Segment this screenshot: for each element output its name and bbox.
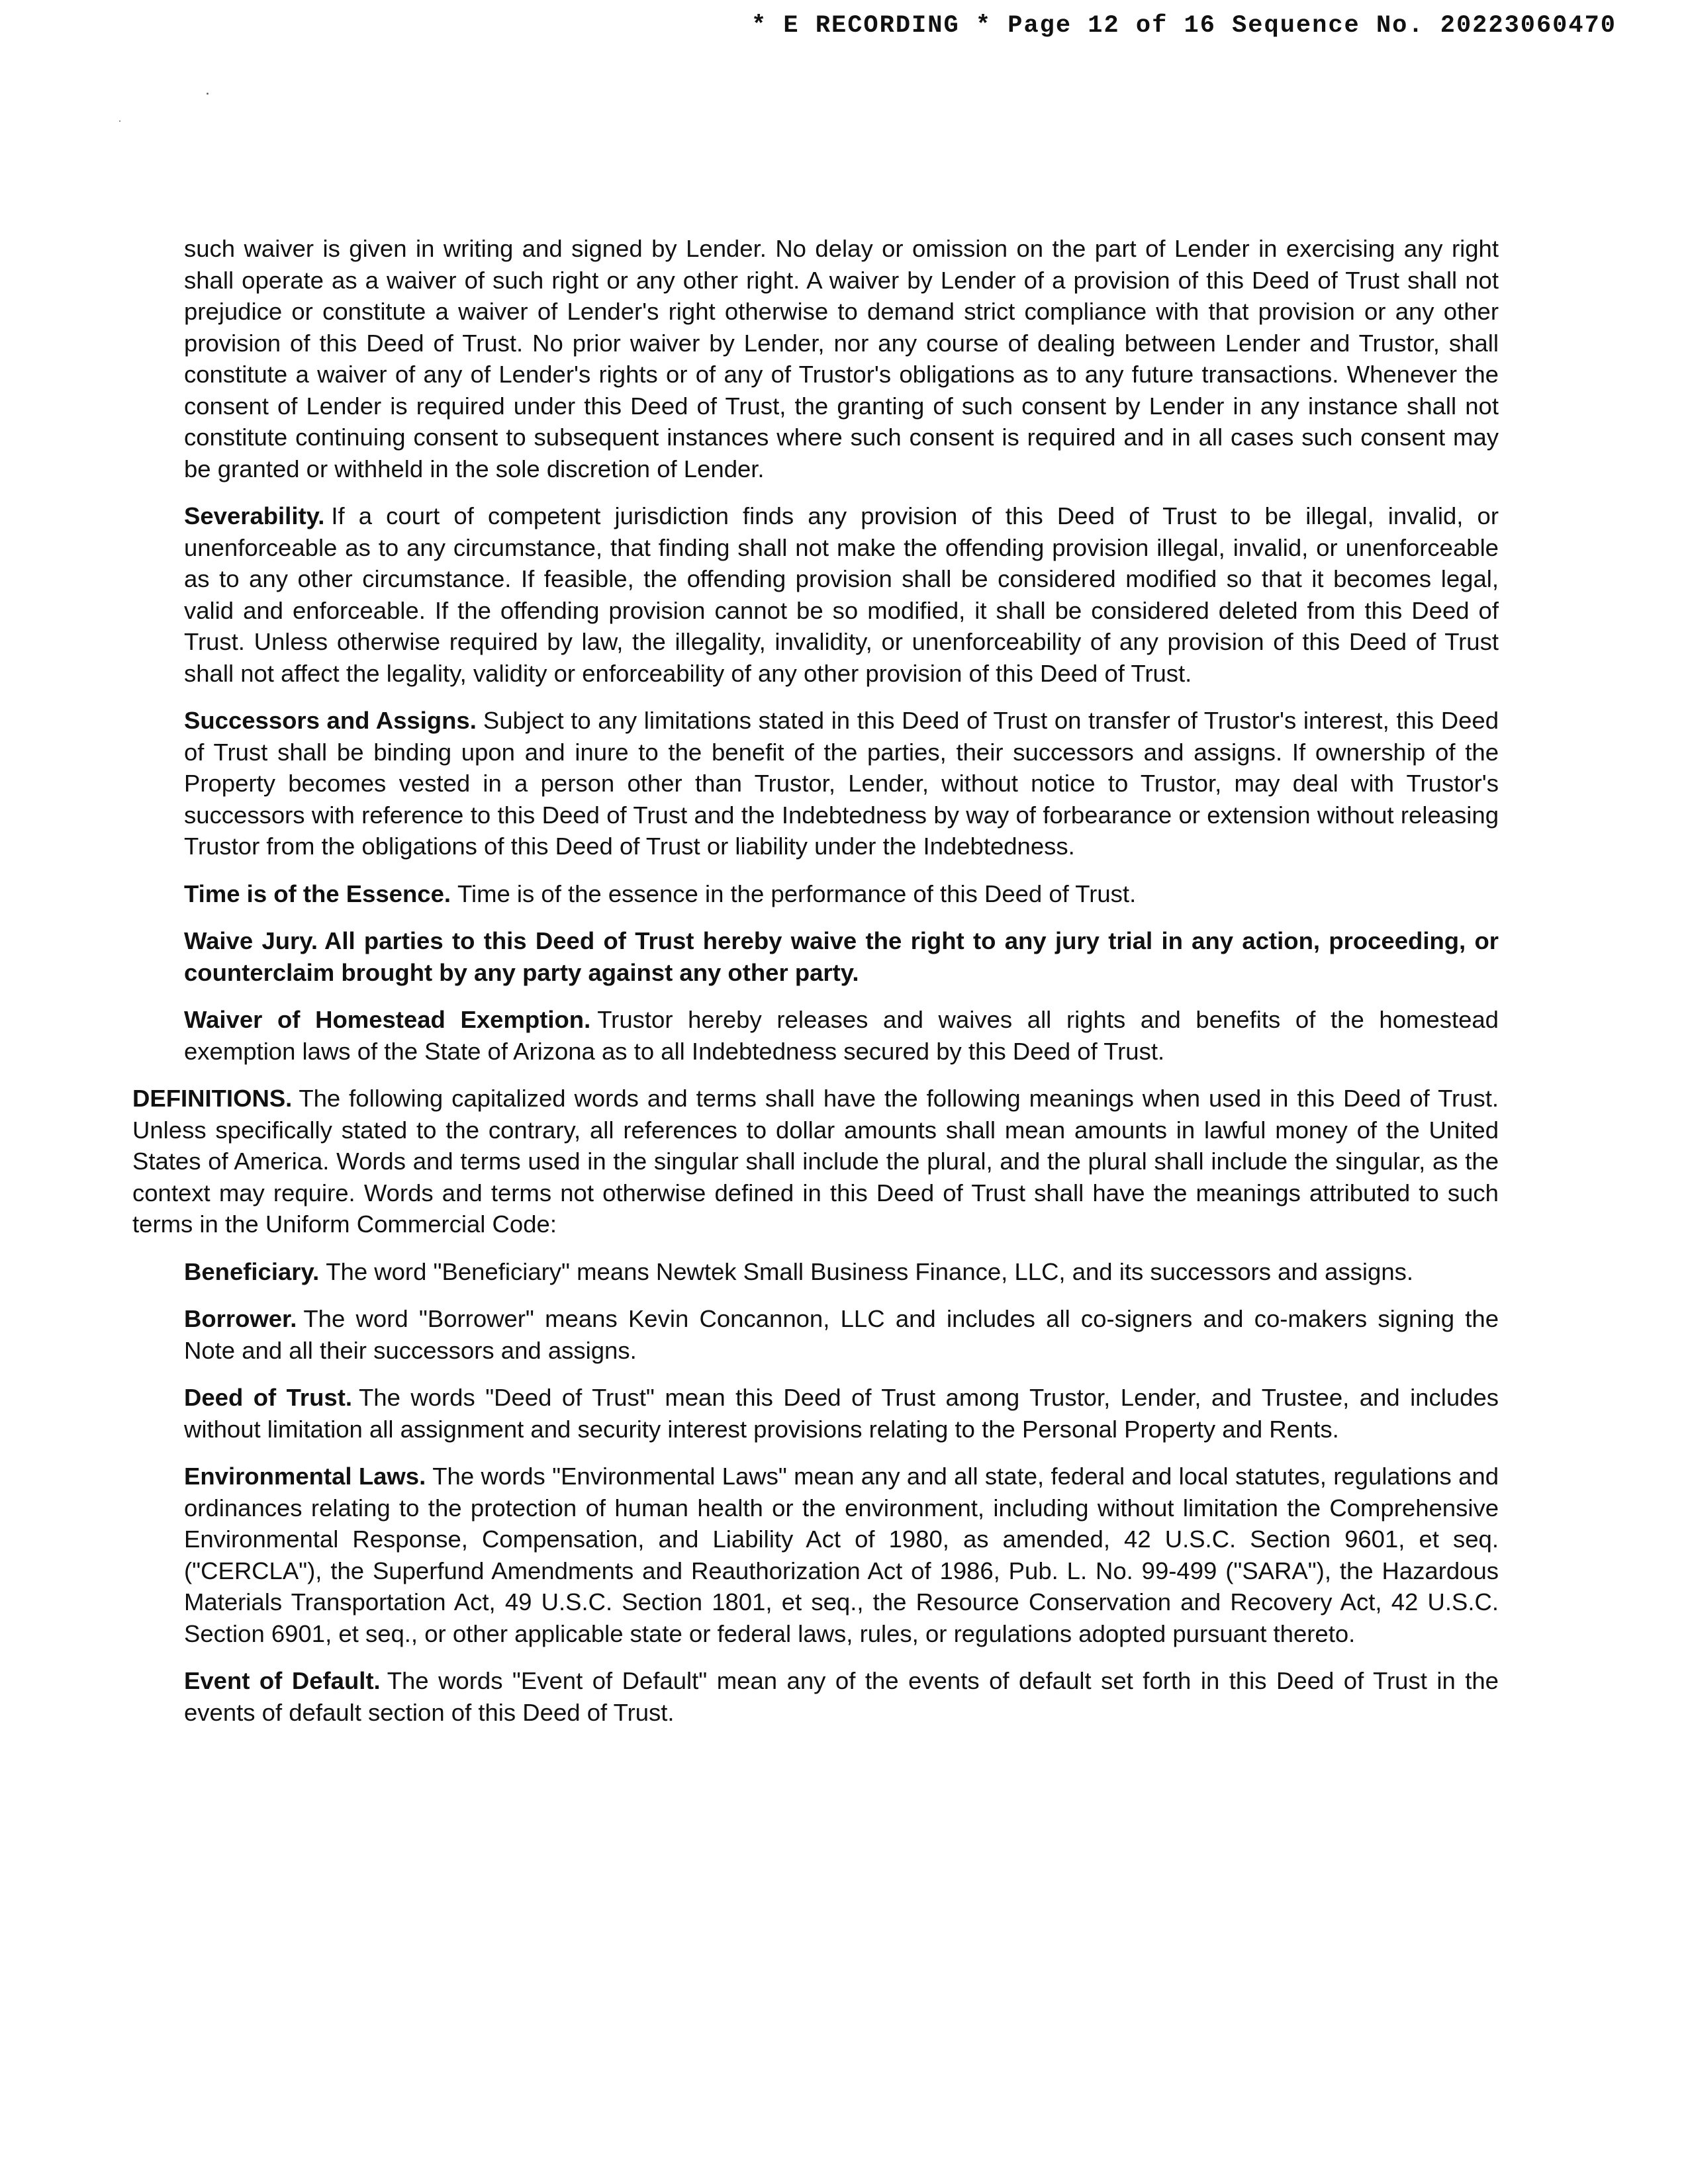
event-of-default-definition [184,1665,1499,1728]
borrower-definition [184,1303,1499,1366]
beneficiary-definition [184,1256,1499,1288]
homestead-body: Trustor hereby releases and waives all rights and benefits of the homestead exemption laws of the State of Arizona as to all Indebtedness secured by this Deed of Trust. [184,1006,1499,1065]
definitions-paragraph [132,1083,1499,1240]
homestead-paragraph [184,1004,1499,1067]
deed-of-trust-definition [184,1382,1499,1445]
scan-speck [207,93,209,95]
beneficiary-heading: Beneficiary. [184,1257,320,1285]
waive-jury-heading: Waive Jury. [184,927,318,954]
event-of-default-heading: Event of Default. [184,1667,381,1694]
paragraph-body: such waiver is given in writing and signed by Lender. No delay or omission on the part of Lender in exercising any right shall operate as a waiver of such right or any other right. A waiver by Lender of a provision of this Deed of Trust shall not prejudice or constitute a waiver of Lender's right otherwise to demand strict compliance with that provision or any other provision of this Deed of Trust. No prior waiver by Lender, nor any course of dealing between Lender and Trustor, shall constitute a waiver of any of Lender's rights or of any of Trustor's obligations as to any future transactions. Whenever the consent of Lender is required under this Deed of Trust, the granting of such consent by Lender in any instance shall not constitute continuing consent to subsequent instances where such consent is required and in all cases such consent may be granted or withheld in the sole discretion of Lender. [184,235,1499,482]
environmental-laws-body: The words "Environmental Laws" mean any and all state, federal and local statutes, regulations and ordinances relating to the protection of human health or the environment, including without limitation the Comprehensive Environmental Response, Compensation, and Liability Act of 1980, as amended, 42 U.S.C. Section 9601, et seq. ("CERCLA"), the Superfund Amendments and Reauthorization Act of 1986, Pub. L. No. 99-499 ("SARA"), the Hazardous Materials Transportation Act, 49 U.S.C. Section 1801, et seq., the Resource Conservation and Recovery Act, 42 U.S.C. Section 6901, et seq., or other applicable state or federal laws, rules, or regulations adopted pursuant thereto. [184,1463,1499,1647]
scan-speck [119,120,120,122]
successors-heading: Successors and Assigns. [184,707,477,734]
time-essence-paragraph [184,878,1499,910]
waive-jury-paragraph [184,925,1499,988]
definitions-heading: DEFINITIONS. [132,1085,293,1112]
deed-of-trust-heading: Deed of Trust. [184,1384,353,1411]
document-body [0,233,1688,1744]
deed-of-trust-body: The words "Deed of Trust" mean this Deed of Trust among Trustor, Lender, and Trustee, and includes without limitation all assignment and security interest provisions relating to the Personal Property and Rents. [184,1384,1499,1443]
definitions-body: The following capitalized words and terms shall have the following meanings when used in this Deed of Trust. Unless specifically stated to the contrary, all references to dollar amounts shall mean amounts in lawful money of the United States of America. Words and terms used in the singular shall include the plural, and the plural shall include the singular, as the context may require. Words and terms not otherwise defined in this Deed of Trust shall have the meanings attributed to such terms in the Uniform Commercial Code: [132,1085,1499,1238]
severability-body: If a court of competent jurisdiction finds any provision of this Deed of Trust to be illegal, invalid, or unenforceable as to any circumstance, that finding shall not make the offending provision illegal, invalid, or unenforceable as to any other circumstance. If feasible, the offending provision shall be considered modified so that it becomes legal, valid and enforceable. If the offending provision cannot be so modified, it shall be considered deleted from this Deed of Trust. Unless otherwise required by law, the illegality, invalidity, or unenforceability of any provision of this Deed of Trust shall not affect the legality, validity or enforceability of any other provision of this Deed of Trust. [184,502,1499,687]
borrower-body: The word "Borrower" means Kevin Concannon, LLC and includes all co-signers and co-makers signing the Note and all their successors and assigns. [184,1305,1499,1364]
environmental-laws-heading: Environmental Laws. [184,1463,426,1490]
severability-paragraph [184,500,1499,689]
successors-paragraph [184,705,1499,862]
homestead-heading: Waiver of Homestead Exemption. [184,1006,591,1033]
waiver-continuation-paragraph [184,233,1499,484]
time-essence-heading: Time is of the Essence. [184,880,451,907]
recording-header: * E RECORDING * Page 12 of 16 Sequence No. 20223060470 [751,12,1617,40]
successors-body: Subject to any limitations stated in this Deed of Trust on transfer of Trustor's interest, this Deed of Trust shall be binding upon and inure to the benefit of the parties, their successors and assigns. If ownership of the Property becomes vested in a person other than Trustor, Lender, without notice to Trustor, may deal with Trustor's successors with reference to this Deed of Trust and the Indebtedness by way of forbearance or extension without releasing Trustor from the obligations of this Deed of Trust or liability under the Indebtedness. [184,707,1499,860]
event-of-default-body: The words "Event of Default" mean any of the events of default set forth in this Deed of Trust in the events of default section of this Deed of Trust. [184,1667,1499,1726]
borrower-heading: Borrower. [184,1305,297,1332]
environmental-laws-definition [184,1461,1499,1649]
waive-jury-body: All parties to this Deed of Trust hereby waive the right to any jury trial in any action, proceeding, or counterclaim brought by any party against any other party. [184,927,1499,986]
time-essence-body: Time is of the essence in the performance of this Deed of Trust. [457,880,1137,907]
beneficiary-body: The word "Beneficiary" means Newtek Small Business Finance, LLC, and its successors and assigns. [326,1257,1414,1285]
severability-heading: Severability. [184,502,325,529]
